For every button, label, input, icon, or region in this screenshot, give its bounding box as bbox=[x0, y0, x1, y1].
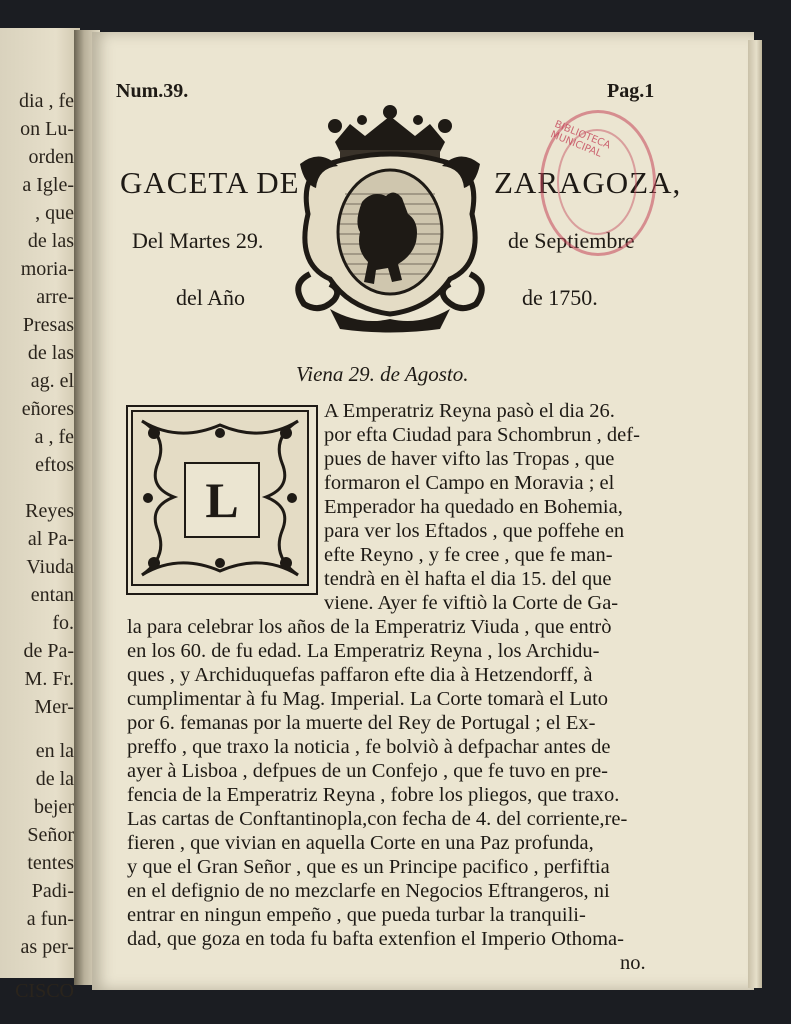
left-page-line: Presas bbox=[22, 314, 74, 336]
left-page-line: de las bbox=[27, 230, 74, 252]
article-line: para ver los Eftados , que poffehe en bbox=[324, 520, 625, 542]
article-line: pues de haver vifto las Tropas , que bbox=[324, 448, 615, 470]
left-page bbox=[0, 28, 80, 1002]
dateline: Viena 29. de Agosto. bbox=[296, 362, 469, 386]
article-line: la para celebrar los años de la Emperatriz Viuda , que entrò bbox=[127, 616, 612, 638]
left-page-line: en la bbox=[35, 740, 74, 762]
left-page-line: a Igle- bbox=[22, 174, 74, 196]
stamp-text: BIBLIOTECA MUNICIPAL bbox=[548, 119, 612, 160]
left-page-line: ag. el bbox=[30, 370, 74, 392]
left-page-line: de las bbox=[27, 342, 74, 364]
date-right: de Septiembre bbox=[508, 228, 635, 253]
title-right: ZARAGOZA, bbox=[494, 165, 682, 200]
left-page-line: dia , fe bbox=[19, 90, 74, 112]
left-page-line: eñores bbox=[21, 398, 74, 420]
article-line: por efta Ciudad para Schombrun , def- bbox=[324, 424, 640, 446]
left-page-line: Viuda bbox=[26, 556, 74, 578]
article-line: tendrà en èl hafta el dia 15. del que bbox=[324, 568, 612, 590]
page-number: Pag.1 bbox=[607, 80, 655, 102]
article-line: preffo , que traxo la noticia , fe bolviò à defpachar antes de bbox=[127, 736, 611, 758]
article-line: ques , y Archiduquefas paffaron efte dia à Hetzendorff, à bbox=[127, 664, 593, 686]
title-left: GACETA DE bbox=[120, 165, 300, 200]
left-page-line: on Lu- bbox=[20, 118, 74, 140]
article-line: entrar en ningun empeño , que pueda turbar la tranquili- bbox=[127, 904, 586, 926]
left-page-line: as per- bbox=[20, 936, 74, 958]
left-page-line: al Pa- bbox=[27, 528, 74, 550]
drop-cap-letter: L bbox=[184, 462, 260, 538]
left-page-line: bejer bbox=[34, 796, 74, 818]
left-page-line: Reyes bbox=[25, 500, 74, 522]
year-right: de 1750. bbox=[522, 285, 598, 310]
article-line: Emperador ha quedado en Bohemia, bbox=[324, 496, 623, 518]
left-page-line: , que bbox=[35, 202, 74, 224]
article-line: formaron el Campo en Moravia ; el bbox=[324, 472, 615, 494]
article-line: fencia de la Emperatriz Reyna , fobre los pliegos, que traxo. bbox=[127, 784, 620, 806]
left-page-line: M. Fr. bbox=[24, 668, 74, 690]
article-line: dad, que goza en toda fu bafta extenfion el Imperio Othoma- bbox=[127, 928, 624, 950]
issue-number: Num.39. bbox=[116, 80, 189, 102]
left-page-line: Padi- bbox=[31, 880, 74, 902]
left-page-line: a , fe bbox=[34, 426, 74, 448]
year-left: del Año bbox=[176, 285, 246, 310]
article-line: y que el Gran Señor , que es un Principe pacifico , perfiftia bbox=[127, 856, 610, 878]
left-page-line: de Pa- bbox=[23, 640, 74, 662]
left-page-line: CISCO bbox=[15, 980, 74, 1002]
coat-of-arms-crest bbox=[290, 104, 490, 336]
date-left: Del Martes 29. bbox=[132, 228, 264, 253]
left-page-line: moria- bbox=[20, 258, 74, 280]
article-line: ayer à Lisboa , defpues de un Confejo , que fe tuvo en pre- bbox=[127, 760, 609, 782]
left-page-line: de la bbox=[35, 768, 74, 790]
article-line: efte Reyno , y fe cree , que fe man- bbox=[324, 544, 613, 566]
page-edge bbox=[748, 40, 762, 988]
left-page-line: arre- bbox=[36, 286, 74, 308]
left-page-line: fo. bbox=[52, 612, 74, 634]
article-line: en el defignio de no mezclarfe en Negocios Eftrangeros, ni bbox=[127, 880, 610, 902]
article-line: en los 60. de fu edad. La Emperatriz Reyna , los Archidu- bbox=[127, 640, 600, 662]
left-page-line: Señor bbox=[27, 824, 74, 846]
article-line: A Emperatriz Reyna pasò el dia 26. bbox=[324, 400, 615, 422]
article-line: cumplimentar à fu Mag. Imperial. La Corte tomarà el Luto bbox=[127, 688, 609, 710]
article-line: por 6. femanas por la muerte del Rey de Portugal ; el Ex- bbox=[127, 712, 596, 734]
left-page-line: entan bbox=[30, 584, 74, 606]
left-page-line: a fun- bbox=[26, 908, 74, 930]
left-page-line: eftos bbox=[35, 454, 74, 476]
article-line: no. bbox=[620, 952, 646, 974]
article-line: viene. Ayer fe viftiò la Corte de Ga- bbox=[324, 592, 619, 614]
article-line: Las cartas de Conftantinopla,con fecha de 4. del corriente,re- bbox=[127, 808, 628, 830]
article-line: fieren , que vivian en aquella Corte en una Paz profunda, bbox=[127, 832, 594, 854]
left-page-line: tentes bbox=[27, 852, 74, 874]
crown-icon bbox=[328, 105, 452, 158]
library-stamp bbox=[540, 110, 656, 256]
left-page-line: Mer- bbox=[34, 696, 74, 718]
left-page-line: orden bbox=[28, 146, 74, 168]
